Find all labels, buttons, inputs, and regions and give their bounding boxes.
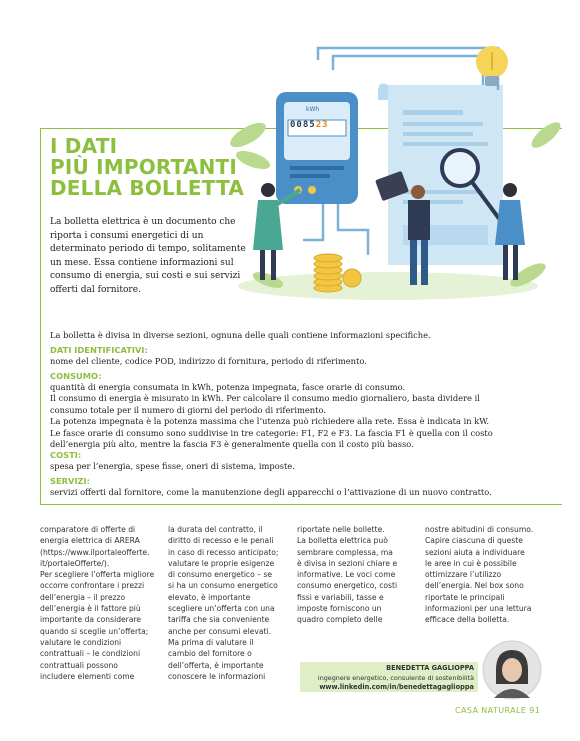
meter-digit: 0 — [296, 120, 302, 130]
author-role: ingegnere energetico, consulente di sostenibilità — [317, 674, 474, 682]
section-identificativi — [50, 345, 555, 367]
section-heading: SERVIZI: — [50, 476, 90, 486]
column-text: comparatore di offerte di energia elettrica di ARERA (https://www.ilportaleofferte. it/portaleOfferte/). Per scegliere l’offerta migliore occorre confrontare i prezzi dell’energia – il prezzo dell’energia è il fattore più importante da considerare quando si sceglie un’offerta; valutare le condizioni contrattuali – le condizioni contrattuali possono includere elementi come — [40, 525, 155, 681]
light-bulb-icon — [476, 46, 508, 86]
section-costi — [50, 450, 555, 472]
section-heading: CONSUMO: — [50, 371, 102, 381]
column-text: nostre abitudini di consumo. Capire ciascuna di queste sezioni aiuta a individuare le aree in cui è possibile ottimizzare l’utilizzo dell’energia. Nel box sono riportate le principali informazioni per una lettura efficace della bolletta. — [425, 525, 534, 625]
title-line: DELLA BOLLETTA — [50, 176, 245, 200]
meter-digit: 5 — [309, 120, 315, 130]
bill-illustration — [228, 40, 568, 302]
text-column-1 — [40, 524, 158, 682]
title-line: PIÙ IMPORTANTI — [50, 155, 237, 179]
author-link[interactable]: www.linkedin.com/in/benedettagaglioppa — [319, 683, 474, 691]
page-number: 91 — [529, 706, 541, 715]
section-line: spesa per l’energia, spese fisse, oneri di sistema, imposte. — [50, 461, 295, 471]
intro-paragraph: La bolletta elettrica è un documento che riporta i consumi energetici di un determinato periodo di tempo, solitamente un mese. Essa contiene informazioni sul consumo di energia, sui costi e sui servizi offerti dal fornitore. — [50, 217, 246, 295]
section-consumo — [50, 371, 555, 450]
boxed-lead: La bolletta è divisa in diverse sezioni, ognuna delle quali contiene informazioni specifiche. — [50, 330, 431, 340]
text-column-3 — [297, 524, 415, 626]
title-line: I DATI — [50, 134, 118, 158]
text-column-4 — [425, 524, 543, 626]
page-footer — [455, 706, 540, 715]
meter-digits — [290, 120, 328, 130]
ground-shape — [238, 272, 538, 300]
section-heading: COSTI: — [50, 450, 82, 460]
section-line: servizi offerti dal fornitore, come la manutenzione degli apparecchi o l’attivazione di un nuovo contratto. — [50, 487, 492, 497]
author-name: BENEDETTA GAGLIOPPA — [386, 664, 474, 672]
meter-digit: 8 — [302, 120, 309, 130]
section-line: La potenza impegnata è la potenza massima che l’utenza può richiedere alla rete. Essa è indicata in kW. — [50, 416, 489, 427]
section-line: Il consumo di energia è misurato in kWh. Per calcolare il consumo medio giornaliero, basta dividere il — [50, 393, 480, 404]
magazine-name: CASA NATURALE — [455, 706, 527, 715]
page-title — [50, 136, 250, 199]
meter-digit: 3 — [322, 120, 328, 130]
section-servizi — [50, 476, 555, 498]
section-heading: DATI IDENTIFICATIVI: — [50, 345, 148, 355]
column-text: riportate nelle bollette. La bolletta elettrica può sembrare complessa, ma è divisa in sezioni chiare e informative. Le voci come consumo energetico, costi fissi e variabili, tasse e imposte forniscono un quadro completo delle — [297, 525, 398, 625]
column-text: la durata del contratto, il diritto di recesso e le penali in caso di recesso anticipato; valutare le proprie esigenze di consumo energetico – se si ha un consumo energetico elevato, è importante scegliere un’offerta con una tariffa che sia conveniente anche per consumi elevati. Ma prima di valutare il cambio del fornitore o dell’offerta, è importante conoscere le informazioni — [168, 525, 279, 681]
section-line: nome del cliente, codice POD, indirizzo di fornitura, periodo di riferimento. — [50, 356, 367, 366]
section-line: dell’energia più alto, mentre la fascia F3 è generalmente quella con il costo più basso. — [50, 439, 414, 450]
text-column-2 — [168, 524, 286, 682]
section-line: quantità di energia consumata in kWh, potenza impegnata, fasce orarie di consumo. — [50, 382, 406, 392]
author-avatar — [482, 640, 542, 700]
section-line: consumo totale per il numero di giorni del periodo di riferimento. — [50, 404, 326, 415]
meter-digit: 0 — [290, 120, 296, 130]
section-line: Le fasce orarie di consumo sono suddivise in tre categorie: F1, F2 e F3. La fascia F1 è quella con il costo — [50, 427, 493, 438]
meter-unit-label: kWh — [306, 106, 320, 113]
coins-icon — [314, 254, 361, 292]
meter-digit: 2 — [315, 120, 322, 130]
